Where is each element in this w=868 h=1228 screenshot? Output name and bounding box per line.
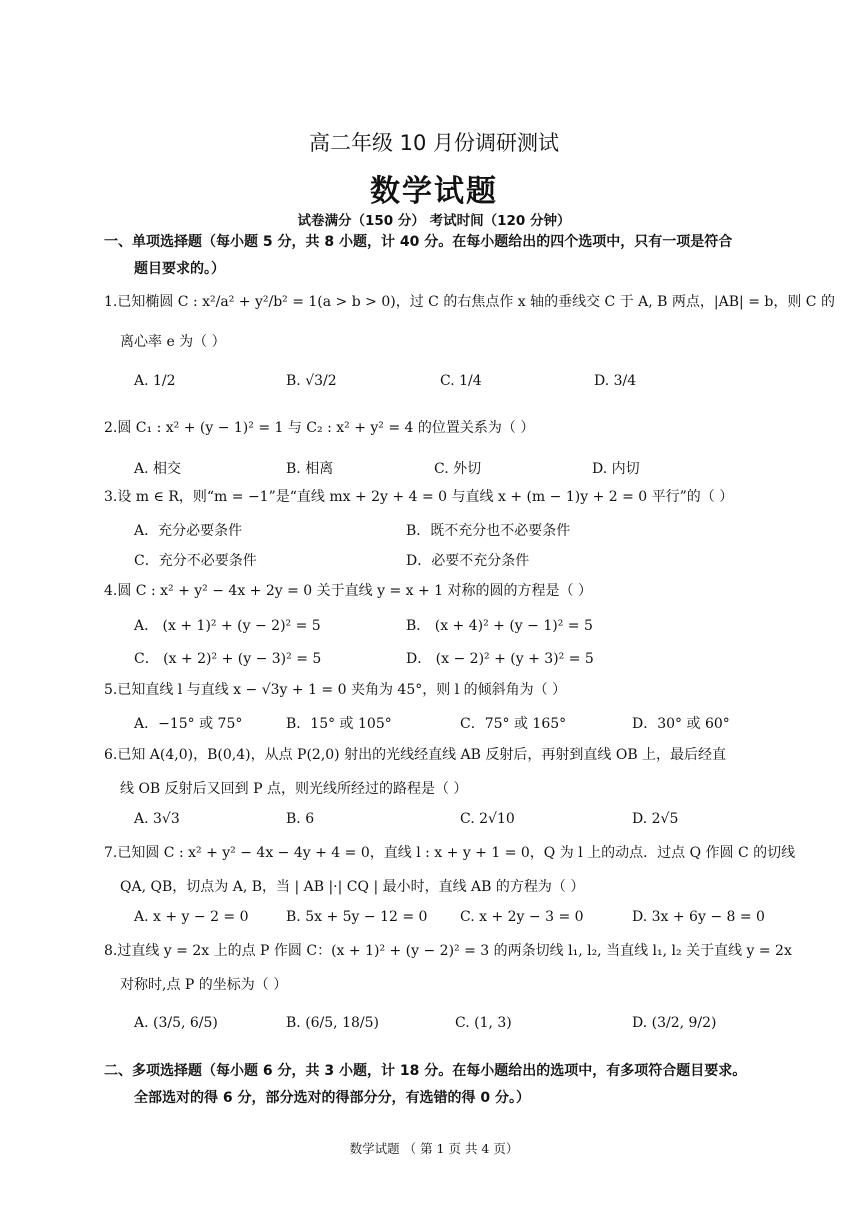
q1-option-a: A. 1/2 [134,373,176,389]
q8-option-a: A. (3/5, 6/5) [134,1015,218,1031]
q7-option-d: D. 3x + 6y − 8 = 0 [632,909,765,925]
q4-option-d: D． (x − 2)² + (y + 3)² = 5 [406,651,594,667]
q6-option-b: B. 6 [286,811,315,827]
q6-stem: 6.已知 A(4,0)，B(0,4)，从点 P(2,0) 射出的光线经直线 AB 反射后，再射到直线 OB 上，最后经直 [104,747,727,763]
q2-option-d: D. 内切 [592,461,640,477]
q2-option-b: B. 相离 [286,461,334,477]
q2-stem: 2.圆 C₁ : x² + (y − 1)² = 1 与 C₂ : x² + y² = 4 的位置关系为（ ） [104,420,535,436]
q5-option-c: C．75° 或 165° [460,716,567,732]
q6-option-c: C. 2√10 [460,811,515,827]
q2-option-a: A. 相交 [134,461,182,477]
q5-option-b: B．15° 或 105° [286,716,392,732]
q1-option-d: D. 3/4 [594,373,637,389]
q3-option-a: A．充分必要条件 [134,523,243,539]
exam-meta: 试卷满分（150 分） 考试时间（120 分钟） [297,213,571,229]
q4-stem: 4.圆 C : x² + y² − 4x + 2y = 0 关于直线 y = x + 1 对称的圆的方程是（ ） [104,583,592,599]
q8-option-b: B. (6/5, 18/5) [286,1015,379,1031]
q3-option-d: D．必要不充分条件 [406,553,530,569]
q5-option-d: D．30° 或 60° [632,716,730,732]
q4-option-c: C． (x + 2)² + (y − 3)² = 5 [134,651,322,667]
q4-option-b: B． (x + 4)² + (y − 1)² = 5 [406,618,593,634]
q6-option-d: D. 2√5 [632,811,679,827]
subject-title: 数学试题 [370,174,498,209]
section2-heading-line2: 全部选对的得 6 分，部分选对的得部分分，有选错的得 0 分。） [134,1090,530,1106]
q8-stem: 8.过直线 y = 2x 上的点 P 作圆 C：(x + 1)² + (y − 2)² = 3 的两条切线 l₁, l₂, 当直线 l₁, l₂ 关于直线 y = 2x [104,943,792,959]
page-footer: 数学试题 （ 第 1 页 共 4 页） [349,1141,519,1156]
q1-option-c: C. 1/4 [440,373,482,389]
section1-heading-line2: 题目要求的。） [134,261,225,277]
q7-option-b: B. 5x + 5y − 12 = 0 [286,909,428,925]
q3-option-c: C．充分不必要条件 [134,553,257,569]
q6-option-a: A. 3√3 [134,811,180,827]
section2-heading-line1: 二、多项选择题（每小题 6 分，共 3 小题，计 18 分。在每小题给出的选项中，有多项符合题目要求。 [104,1063,747,1079]
q8-stem-cont: 对称时,点 P 的坐标为（ ） [120,977,288,993]
q5-stem: 5.已知直线 l 与直线 x − √3y + 1 = 0 夹角为 45°，则 l 的倾斜角为（ ） [104,682,567,698]
q8-option-d: D. (3/2, 9/2) [632,1015,717,1031]
q6-stem-cont: 线 OB 反射后又回到 P 点，则光线所经过的路程是（ ） [120,781,468,797]
q7-stem-cont: QA, QB，切点为 A, B，当 | AB |·| CQ | 最小时，直线 AB 的方程为（ ） [120,879,585,895]
exam-title: 高二年级 10 月份调研测试 [308,131,560,155]
q3-stem: 3.设 m ∈ R，则“m = −1”是“直线 mx + 2y + 4 = 0 与直线 x + (m − 1)y + 2 = 0 平行”的（ ） [104,489,734,505]
q1-option-b: B. √3/2 [286,373,337,389]
q8-option-c: C. (1, 3) [455,1015,512,1031]
q5-option-a: A．−15° 或 75° [134,716,243,732]
q7-option-c: C. x + 2y − 3 = 0 [460,909,584,925]
q2-option-c: C. 外切 [434,461,482,477]
q1-stem: 1.已知椭圆 C : x²/a² + y²/b² = 1(a > b > 0)，过 C 的右焦点作 x 轴的垂线交 C 于 A, B 两点，|AB| = b，则 C 的 [104,294,835,310]
q4-option-a: A． (x + 1)² + (y − 2)² = 5 [134,618,321,634]
q3-option-b: B．既不充分也不必要条件 [406,523,571,539]
section1-heading-line1: 一、单项选择题（每小题 5 分，共 8 小题，计 40 分。在每小题给出的四个选项中，只有一项是符合 [104,234,733,250]
q1-stem-cont: 离心率 e 为（ ） [120,334,226,350]
q7-option-a: A. x + y − 2 = 0 [134,909,249,925]
q7-stem: 7.已知圆 C : x² + y² − 4x − 4y + 4 = 0，直线 l : x + y + 1 = 0，Q 为 l 上的动点．过点 Q 作圆 C 的切线 [104,845,796,861]
